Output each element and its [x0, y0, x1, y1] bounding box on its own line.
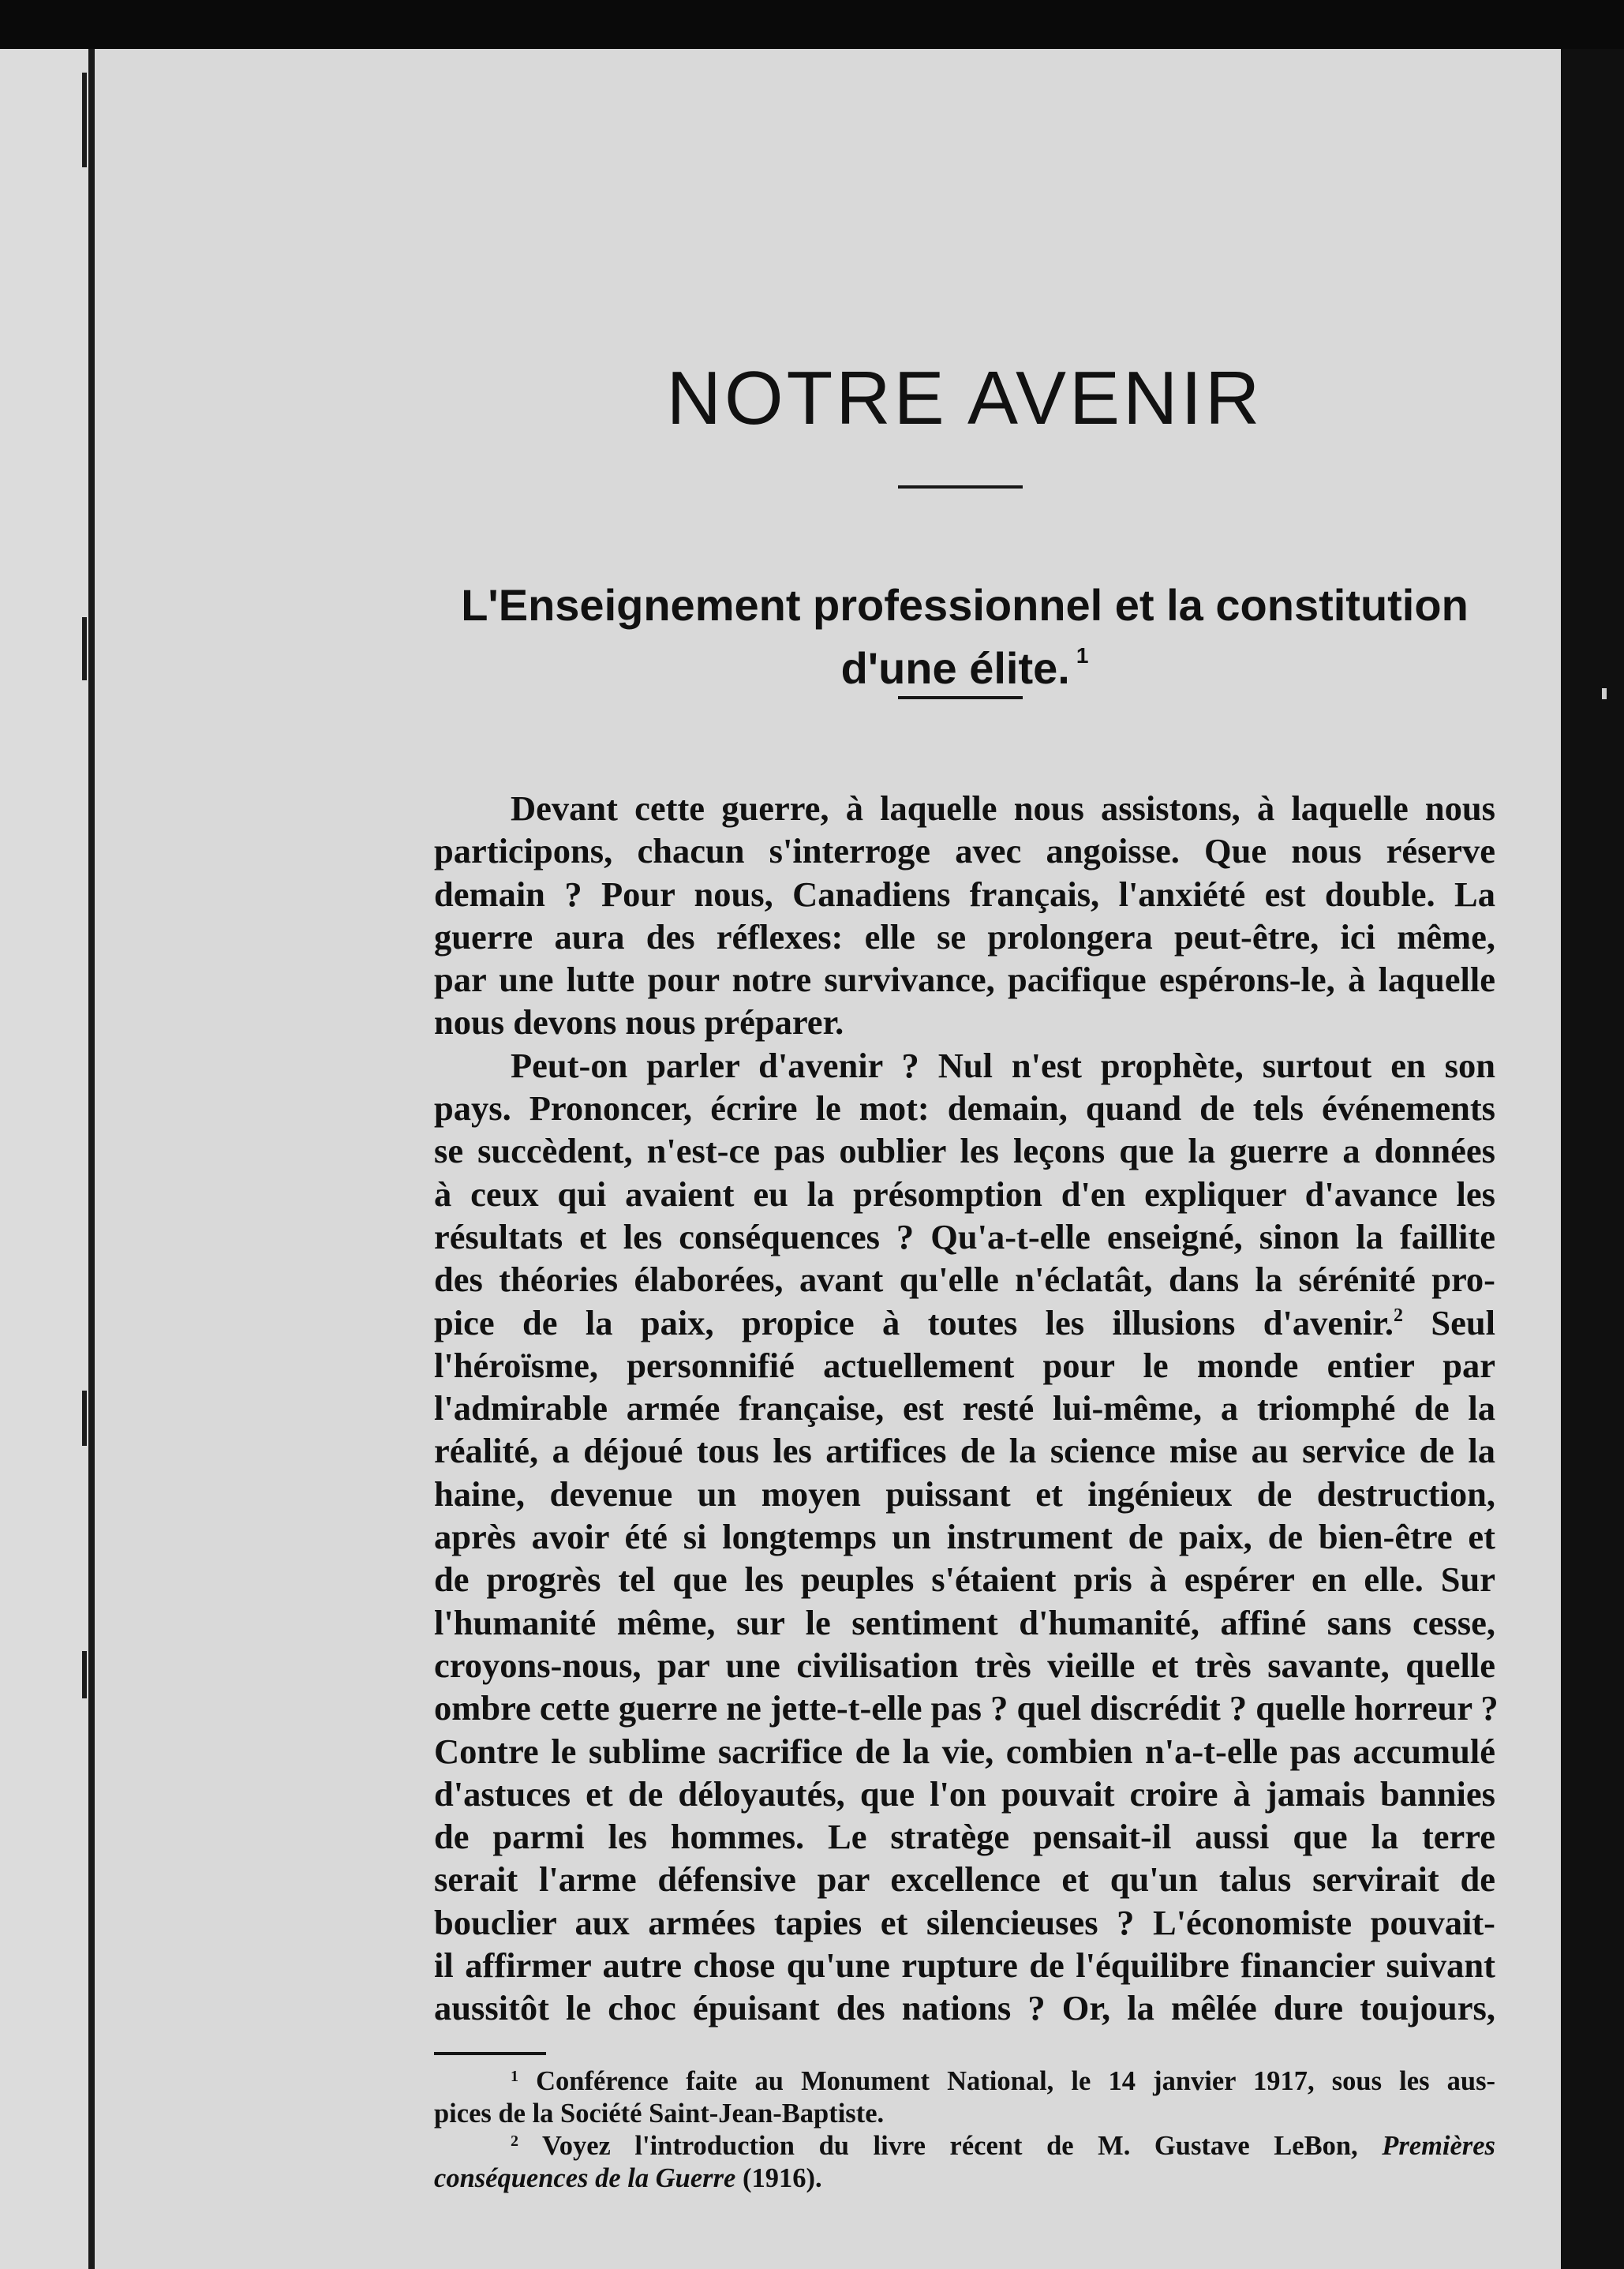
paragraph-2-line-with-note — [434, 1301, 1495, 1344]
paragraph-2-line: l'admirable armée française, est resté lui-même, a triomphé de la — [434, 1388, 1495, 1428]
subtitle-line-2 — [434, 637, 1495, 700]
paragraph-2-line-text: pice de la paix, propice à toutes les illusions d'avenir. — [434, 1302, 1394, 1342]
paragraph-2-line: de progrès tel que les peuples s'étaient pris à espérer en elle. Sur — [434, 1559, 1495, 1600]
paragraph-2-line: croyons-nous, par une civilisation très vieille et très savante, quelle — [434, 1645, 1495, 1685]
footnote-ref-2: 2 — [1393, 1305, 1403, 1326]
paragraph-1-line: nous devons nous préparer. — [434, 1002, 844, 1043]
paragraph-2-line: d'astuces et de déloyautés, que l'on pouvait croire à jamais bannies — [434, 1773, 1495, 1814]
paragraph-2-line: Contre le sublime sacrifice de la vie, combien n'a-t-elle pas accumulé — [434, 1731, 1495, 1771]
footnote-1-text: Conférence faite au Monument National, le 14 janvier 1917, sous les aus- — [536, 2066, 1495, 2096]
paragraph-2-line: aussitôt le choc épuisant des nations ? Or, la mêlée dure toujours, — [434, 1988, 1495, 2028]
footnote-2-book-title: Premières — [1382, 2131, 1495, 2161]
paragraph-2-line: des théories élaborées, avant qu'elle n'éclatât, dans la sérénité pro- — [434, 1260, 1495, 1300]
gutter-mark — [82, 617, 87, 680]
page-title: NOTRE AVENIR — [666, 356, 1263, 440]
paragraph-2-line: l'humanité même, sur le sentiment d'humanité, affiné sans cesse, — [434, 1602, 1495, 1642]
footnote-2-line — [434, 2130, 1495, 2162]
footnote-2-line — [434, 2162, 1495, 2195]
subtitle-rule — [898, 696, 1023, 699]
gutter-mark — [82, 73, 87, 167]
paragraph-1-line: par une lutte pour notre survivance, pacifique espérons-le, à laquelle — [434, 960, 1495, 1000]
paragraph-2-line: ombre cette guerre ne jette-t-elle pas ? quel discrédit ? quelle horreur ? — [434, 1688, 1499, 1728]
facing-page-edge — [0, 49, 95, 2269]
paragraph-1-line: demain ? Pour nous, Canadiens français, l'anxiété est double. La — [434, 874, 1495, 914]
footnote-1-line: pices de la Société Saint-Jean-Baptiste. — [434, 2099, 885, 2129]
footnote-separator — [434, 2052, 546, 2055]
subtitle-line-2-text: d'une élite. — [840, 643, 1070, 693]
paragraph-2-line: après avoir été si longtemps un instrument de paix, de bien-être et — [434, 1517, 1495, 1557]
document-page — [95, 49, 1561, 2269]
paragraph-2-line: l'héroïsme, personnifié actuellement pour le monde entier par — [434, 1345, 1495, 1385]
footnote-2-text: Voyez l'introduction du livre récent de M. Gustave LeBon, — [541, 2131, 1358, 2161]
subtitle-line-1: L'Enseignement professionnel et la constitution — [461, 580, 1469, 630]
paragraph-1-line: Devant cette guerre, à laquelle nous assistons, à laquelle nous — [511, 788, 1495, 828]
paragraph-2-line: il affirmer autre chose qu'une rupture de l'équilibre financier suivant — [434, 1945, 1495, 1986]
paragraph-1-line: guerre aura des réflexes: elle se prolongera peut-être, ici même, — [434, 916, 1495, 957]
paragraph-2-line: se succèdent, n'est-ce pas oublier les leçons que la guerre a données — [434, 1131, 1495, 1171]
paragraph-2-line: à ceux qui avaient eu la présomption d'en expliquer d'avance les — [434, 1174, 1495, 1214]
footnote-2-year: (1916). — [742, 2163, 822, 2193]
paragraph-2-line: réalité, a déjoué tous les artifices de la science mise au service de la — [434, 1431, 1495, 1471]
paragraph-2-line: de parmi les hommes. Le stratège pensait-il aussi que la terre — [434, 1817, 1495, 1857]
scan-top-border — [0, 0, 1624, 49]
page-gutter — [88, 49, 95, 2269]
paragraph-2-line: serait l'arme défensive par excellence et qu'un talus servirait de — [434, 1859, 1495, 1900]
paragraph-2-line: haine, devenue un moyen puissant et ingénieux de destruction, — [434, 1473, 1495, 1514]
footnote-2-number: 2 — [511, 2132, 518, 2150]
footnote-1-number: 1 — [511, 2068, 518, 2085]
footnote-2-book-title-cont: conséquences de la Guerre — [434, 2163, 736, 2193]
gutter-mark — [82, 1651, 87, 1698]
paragraph-2-line: pays. Prononcer, écrire le mot: demain, quand de tels événements — [434, 1088, 1495, 1129]
footnotes — [434, 2065, 1495, 2195]
gutter-mark — [82, 1391, 87, 1446]
scan-right-border — [1561, 49, 1624, 2269]
paragraph-1-line: participons, chacun s'interroge avec angoisse. Que nous réserve — [434, 831, 1495, 871]
paragraph-2-line: résultats et les conséquences ? Qu'a-t-elle enseigné, sinon la faillite — [434, 1216, 1495, 1256]
section-subtitle — [434, 574, 1495, 700]
paragraph-2-line: bouclier aux armées tapies et silencieuses ? L'économiste pouvait- — [434, 1902, 1495, 1942]
paragraph-2-line: Peut-on parler d'avenir ? Nul n'est prophète, surtout en son — [511, 1045, 1495, 1085]
title-rule — [898, 485, 1023, 489]
footnote-1-line — [434, 2065, 1495, 2098]
body-text — [434, 787, 1499, 2030]
paragraph-2-line-tail: Seul — [1431, 1302, 1495, 1342]
edge-mark — [1602, 688, 1607, 699]
footnote-ref-1: 1 — [1076, 643, 1089, 668]
